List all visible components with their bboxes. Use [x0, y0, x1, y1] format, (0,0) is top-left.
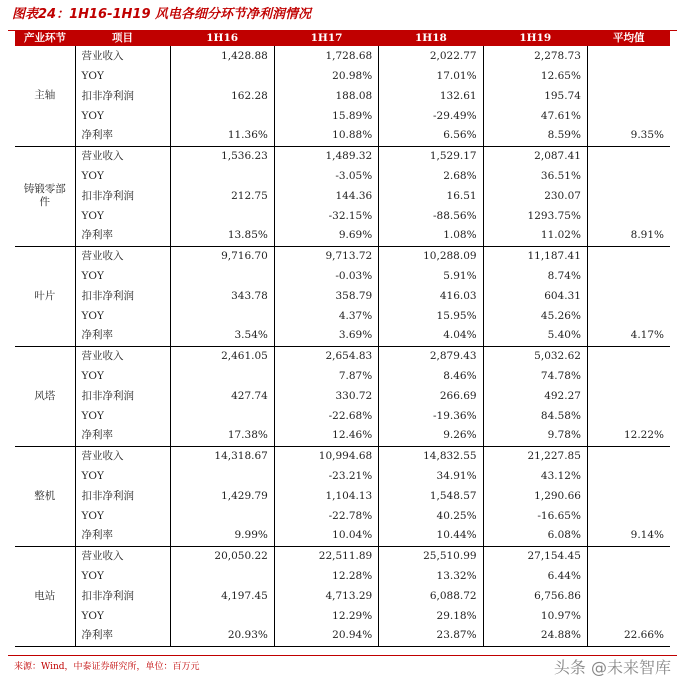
- item-label: YOY: [75, 106, 170, 126]
- average-cell: [587, 546, 670, 566]
- item-label: 净利率: [75, 226, 170, 246]
- value-cell: -0.03%: [274, 266, 378, 286]
- value-cell: [170, 466, 274, 486]
- value-cell: [170, 66, 274, 86]
- average-cell: [587, 366, 670, 386]
- value-cell: 14,832.55: [379, 446, 483, 466]
- value-cell: 3.69%: [274, 326, 378, 346]
- value-cell: 23.87%: [379, 626, 483, 646]
- item-label: 净利率: [75, 626, 170, 646]
- value-cell: 10.88%: [274, 126, 378, 146]
- value-cell: 21,227.85: [483, 446, 587, 466]
- table-row: [15, 146, 670, 166]
- value-cell: [170, 606, 274, 626]
- value-cell: 2,461.05: [170, 346, 274, 366]
- value-cell: 12.46%: [274, 426, 378, 446]
- value-cell: [170, 166, 274, 186]
- item-label: YOY: [75, 506, 170, 526]
- value-cell: 427.74: [170, 386, 274, 406]
- value-cell: 343.78: [170, 286, 274, 306]
- average-cell: [587, 66, 670, 86]
- value-cell: 5,032.62: [483, 346, 587, 366]
- value-cell: -23.21%: [274, 466, 378, 486]
- item-label: 净利率: [75, 126, 170, 146]
- table-row: [15, 46, 670, 66]
- value-cell: 144.36: [274, 186, 378, 206]
- value-cell: 5.40%: [483, 326, 587, 346]
- table-row: [15, 506, 670, 526]
- value-cell: 492.27: [483, 386, 587, 406]
- average-cell: [587, 486, 670, 506]
- value-cell: 14,318.67: [170, 446, 274, 466]
- value-cell: 9.78%: [483, 426, 587, 446]
- table-row: [15, 266, 670, 286]
- value-cell: 2,879.43: [379, 346, 483, 366]
- value-cell: 7.87%: [274, 366, 378, 386]
- value-cell: 10.44%: [379, 526, 483, 546]
- table-row: [15, 426, 670, 446]
- value-cell: -32.15%: [274, 206, 378, 226]
- value-cell: 2,087.41: [483, 146, 587, 166]
- value-cell: 5.91%: [379, 266, 483, 286]
- table-row: [15, 226, 670, 246]
- value-cell: 1,536.23: [170, 146, 274, 166]
- value-cell: [170, 206, 274, 226]
- value-cell: 9.99%: [170, 526, 274, 546]
- item-label: 扣非净利润: [75, 486, 170, 506]
- value-cell: 6.56%: [379, 126, 483, 146]
- item-label: 扣非净利润: [75, 286, 170, 306]
- item-label: YOY: [75, 306, 170, 326]
- value-cell: 2,654.83: [274, 346, 378, 366]
- table-row: [15, 606, 670, 626]
- table-row: [15, 306, 670, 326]
- item-label: 净利率: [75, 426, 170, 446]
- value-cell: 10,994.68: [274, 446, 378, 466]
- value-cell: 9,716.70: [170, 246, 274, 266]
- average-cell: 4.17%: [587, 326, 670, 346]
- value-cell: 188.08: [274, 86, 378, 106]
- value-cell: 45.26%: [483, 306, 587, 326]
- table-row: [15, 326, 670, 346]
- column-header: 1H18: [379, 31, 483, 46]
- value-cell: 10.97%: [483, 606, 587, 626]
- average-cell: [587, 106, 670, 126]
- value-cell: [170, 406, 274, 426]
- value-cell: -29.49%: [379, 106, 483, 126]
- value-cell: 8.59%: [483, 126, 587, 146]
- table-row: [15, 526, 670, 546]
- average-cell: [587, 386, 670, 406]
- value-cell: 16.51: [379, 186, 483, 206]
- value-cell: 10.04%: [274, 526, 378, 546]
- average-cell: [587, 146, 670, 166]
- value-cell: -3.05%: [274, 166, 378, 186]
- value-cell: 2.68%: [379, 166, 483, 186]
- value-cell: 9,713.72: [274, 246, 378, 266]
- table-row: [15, 86, 670, 106]
- value-cell: 330.72: [274, 386, 378, 406]
- average-cell: [587, 206, 670, 226]
- value-cell: 3.54%: [170, 326, 274, 346]
- segment-name: 铸锻零部件: [15, 146, 75, 246]
- item-label: YOY: [75, 206, 170, 226]
- value-cell: 2,278.73: [483, 46, 587, 66]
- table-row: [15, 346, 670, 366]
- item-label: YOY: [75, 266, 170, 286]
- segment-name: 主轴: [15, 46, 75, 146]
- average-cell: [587, 166, 670, 186]
- value-cell: 12.29%: [274, 606, 378, 626]
- table-row: [15, 566, 670, 586]
- value-cell: 15.89%: [274, 106, 378, 126]
- item-label: YOY: [75, 166, 170, 186]
- average-cell: 22.66%: [587, 626, 670, 646]
- average-cell: [587, 306, 670, 326]
- value-cell: 1,548.57: [379, 486, 483, 506]
- value-cell: 10,288.09: [379, 246, 483, 266]
- value-cell: 1,529.17: [379, 146, 483, 166]
- value-cell: 11.02%: [483, 226, 587, 246]
- average-cell: [587, 586, 670, 606]
- average-cell: [587, 246, 670, 266]
- value-cell: 4.37%: [274, 306, 378, 326]
- table-row: [15, 126, 670, 146]
- value-cell: -16.65%: [483, 506, 587, 526]
- source-note: 来源：Wind，中泰证券研究所，单位：百万元: [14, 662, 200, 672]
- value-cell: 40.25%: [379, 506, 483, 526]
- item-label: 扣非净利润: [75, 86, 170, 106]
- value-cell: 22,511.89: [274, 546, 378, 566]
- value-cell: 1,290.66: [483, 486, 587, 506]
- segment-name: 电站: [15, 546, 75, 646]
- average-cell: [587, 346, 670, 366]
- profit-table: [15, 31, 670, 647]
- value-cell: 6,756.86: [483, 586, 587, 606]
- value-cell: 1,429.79: [170, 486, 274, 506]
- item-label: 营业收入: [75, 246, 170, 266]
- value-cell: [170, 106, 274, 126]
- value-cell: 230.07: [483, 186, 587, 206]
- average-cell: 8.91%: [587, 226, 670, 246]
- column-header: 1H17: [274, 31, 378, 46]
- item-label: 营业收入: [75, 46, 170, 66]
- item-label: YOY: [75, 366, 170, 386]
- item-label: 扣非净利润: [75, 186, 170, 206]
- table-row: [15, 286, 670, 306]
- column-header: 1H16: [170, 31, 274, 46]
- table-row: [15, 466, 670, 486]
- table-row: [15, 586, 670, 606]
- value-cell: [170, 366, 274, 386]
- value-cell: 1,728.68: [274, 46, 378, 66]
- column-header: 产业环节: [15, 31, 75, 46]
- value-cell: [170, 306, 274, 326]
- value-cell: 20,050.22: [170, 546, 274, 566]
- footer-divider: [8, 655, 677, 656]
- value-cell: 11,187.41: [483, 246, 587, 266]
- average-cell: [587, 606, 670, 626]
- watermark: 头条 @未来智库: [553, 658, 671, 677]
- value-cell: 1293.75%: [483, 206, 587, 226]
- table-row: [15, 246, 670, 266]
- value-cell: 2,022.77: [379, 46, 483, 66]
- item-label: 营业收入: [75, 146, 170, 166]
- average-cell: [587, 266, 670, 286]
- value-cell: 17.01%: [379, 66, 483, 86]
- value-cell: 4,713.29: [274, 586, 378, 606]
- value-cell: -88.56%: [379, 206, 483, 226]
- average-cell: [587, 446, 670, 466]
- value-cell: 6.44%: [483, 566, 587, 586]
- average-cell: [587, 286, 670, 306]
- value-cell: 11.36%: [170, 126, 274, 146]
- value-cell: 13.32%: [379, 566, 483, 586]
- value-cell: 25,510.99: [379, 546, 483, 566]
- average-cell: [587, 186, 670, 206]
- average-cell: [587, 566, 670, 586]
- table-row: [15, 166, 670, 186]
- value-cell: 20.93%: [170, 626, 274, 646]
- value-cell: 13.85%: [170, 226, 274, 246]
- table-row: [15, 546, 670, 566]
- value-cell: 12.28%: [274, 566, 378, 586]
- average-cell: 12.22%: [587, 426, 670, 446]
- value-cell: 358.79: [274, 286, 378, 306]
- average-cell: [587, 406, 670, 426]
- column-header: 平均值: [587, 31, 670, 46]
- average-cell: [587, 46, 670, 66]
- value-cell: 195.74: [483, 86, 587, 106]
- item-label: YOY: [75, 66, 170, 86]
- segment-name: 整机: [15, 446, 75, 546]
- value-cell: 6.08%: [483, 526, 587, 546]
- table-row: [15, 386, 670, 406]
- value-cell: 47.61%: [483, 106, 587, 126]
- item-label: 营业收入: [75, 346, 170, 366]
- value-cell: 20.98%: [274, 66, 378, 86]
- value-cell: 162.28: [170, 86, 274, 106]
- value-cell: 27,154.45: [483, 546, 587, 566]
- item-label: YOY: [75, 606, 170, 626]
- value-cell: [170, 506, 274, 526]
- value-cell: 74.78%: [483, 366, 587, 386]
- value-cell: 1,428.88: [170, 46, 274, 66]
- item-label: YOY: [75, 566, 170, 586]
- table-row: [15, 206, 670, 226]
- value-cell: 416.03: [379, 286, 483, 306]
- value-cell: 29.18%: [379, 606, 483, 626]
- value-cell: 9.69%: [274, 226, 378, 246]
- value-cell: 212.75: [170, 186, 274, 206]
- average-cell: 9.14%: [587, 526, 670, 546]
- table-row: [15, 366, 670, 386]
- value-cell: 1,489.32: [274, 146, 378, 166]
- value-cell: [170, 566, 274, 586]
- value-cell: 24.88%: [483, 626, 587, 646]
- header-row: [15, 31, 670, 46]
- value-cell: 43.12%: [483, 466, 587, 486]
- item-label: YOY: [75, 466, 170, 486]
- item-label: 扣非净利润: [75, 386, 170, 406]
- value-cell: [170, 266, 274, 286]
- table-row: [15, 406, 670, 426]
- column-header: 1H19: [483, 31, 587, 46]
- value-cell: 84.58%: [483, 406, 587, 426]
- segment-name: 风塔: [15, 346, 75, 446]
- value-cell: 34.91%: [379, 466, 483, 486]
- average-cell: 9.35%: [587, 126, 670, 146]
- table-row: [15, 626, 670, 646]
- value-cell: 4,197.45: [170, 586, 274, 606]
- value-cell: 9.26%: [379, 426, 483, 446]
- item-label: 净利率: [75, 326, 170, 346]
- value-cell: 604.31: [483, 286, 587, 306]
- table-row: [15, 106, 670, 126]
- value-cell: 6,088.72: [379, 586, 483, 606]
- value-cell: 15.95%: [379, 306, 483, 326]
- value-cell: 8.74%: [483, 266, 587, 286]
- average-cell: [587, 466, 670, 486]
- value-cell: 36.51%: [483, 166, 587, 186]
- value-cell: 8.46%: [379, 366, 483, 386]
- item-label: 扣非净利润: [75, 586, 170, 606]
- table-row: [15, 486, 670, 506]
- value-cell: -22.78%: [274, 506, 378, 526]
- average-cell: [587, 86, 670, 106]
- item-label: 净利率: [75, 526, 170, 546]
- figure-title: 图表24：1H16-1H19 风电各细分环节净利润情况: [12, 7, 312, 22]
- item-label: YOY: [75, 406, 170, 426]
- value-cell: 20.94%: [274, 626, 378, 646]
- item-label: 营业收入: [75, 446, 170, 466]
- item-label: 营业收入: [75, 546, 170, 566]
- value-cell: 17.38%: [170, 426, 274, 446]
- value-cell: 132.61: [379, 86, 483, 106]
- table-row: [15, 446, 670, 466]
- value-cell: 1.08%: [379, 226, 483, 246]
- value-cell: 4.04%: [379, 326, 483, 346]
- average-cell: [587, 506, 670, 526]
- table-row: [15, 186, 670, 206]
- value-cell: -22.68%: [274, 406, 378, 426]
- value-cell: 1,104.13: [274, 486, 378, 506]
- value-cell: 12.65%: [483, 66, 587, 86]
- table-row: [15, 66, 670, 86]
- segment-name: 叶片: [15, 246, 75, 346]
- value-cell: -19.36%: [379, 406, 483, 426]
- column-header: 项目: [75, 31, 170, 46]
- value-cell: 266.69: [379, 386, 483, 406]
